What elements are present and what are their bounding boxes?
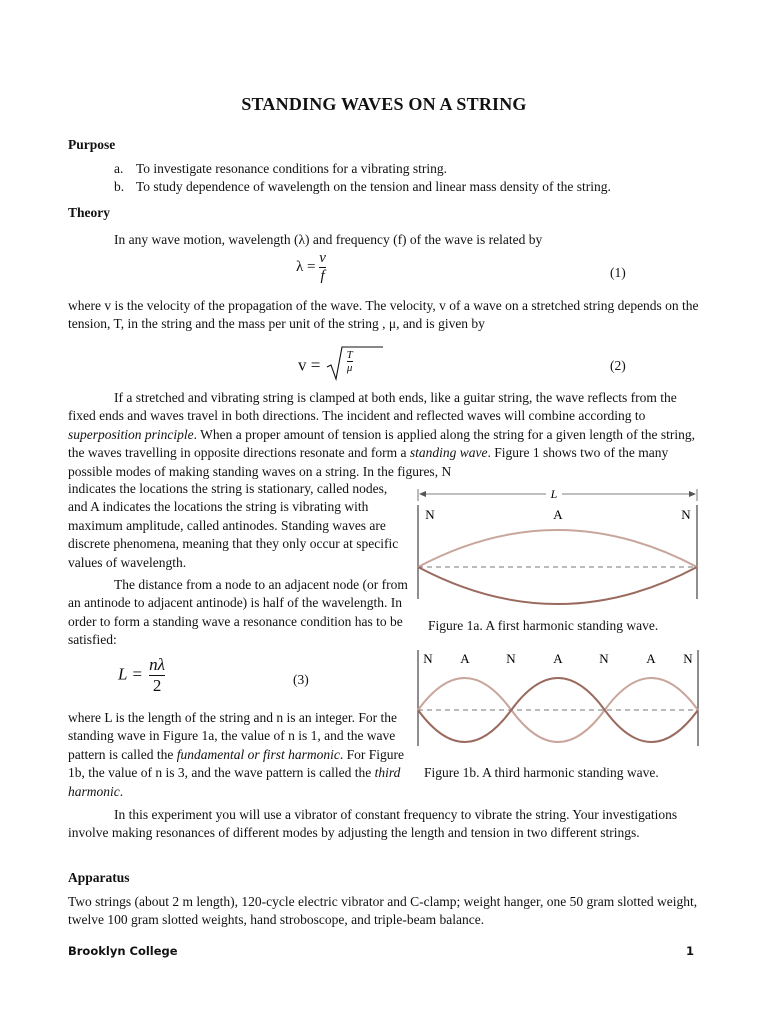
radical-sign-icon — [325, 345, 385, 383]
figure-1b — [410, 648, 710, 758]
fraction-denominator: μ — [346, 362, 353, 374]
equation-number: (1) — [610, 265, 626, 280]
paragraph-distance: The distance from a node to an adjacent node (or from an antinode to adjacent antinode) is half of the wavelength. In order to form a standing wave a resonance condition has to be satisfied: — [68, 577, 408, 648]
theory-intro: In any wave motion, wavelength (λ) and frequency (f) of the wave is related by — [114, 232, 543, 247]
paragraph-standing-wave: If a stretched and vibrating string is clamped at both ends, like a guitar string, the wave reflects from the fixed ends and waves travel in both directions. The incident and reflected waves will combine according to superposition principle. When a proper amount of tension is applied along the string for a given length of the string, the waves travelling in opposite directions resonate and form a standing wave. Figure 1 shows two of the many possible modes of making standing waves on a string. In the figures, N — [68, 390, 696, 479]
figure-1a — [410, 483, 710, 613]
equation-lhs: v = — [298, 355, 321, 375]
paragraph-experiment: In this experiment you will use a vibrator of constant frequency to vibrate the string. Your investigations involve making resonances of different modes by adjusting the length and tension in two different strings. — [68, 807, 678, 841]
arrow-left-icon — [419, 491, 426, 497]
node-label: N — [423, 651, 433, 666]
wave-lower — [418, 567, 697, 604]
paragraph-velocity: where v is the velocity of the propagation of the wave. The velocity, v of a wave on a stretched string depends on the tension, T, in the string and the mass per unit of the string , μ, and is given by — [68, 298, 699, 332]
list-item-text: To study dependence of wavelength on the tension and linear mass density of the string. — [136, 179, 611, 194]
theory-heading: Theory — [68, 205, 110, 220]
fraction-numerator: v — [319, 250, 326, 266]
list-item-text: To investigate resonance conditions for a vibrating string. — [136, 161, 447, 176]
arrow-right-icon — [689, 491, 696, 497]
antinode-label: A — [460, 651, 470, 666]
fraction-denominator: 2 — [149, 675, 165, 696]
list-marker: b. — [114, 179, 125, 194]
node-label: N — [599, 651, 609, 666]
antinode-label: A — [553, 651, 563, 666]
antinode-label: A — [646, 651, 656, 666]
equation-fraction — [319, 250, 326, 285]
equation-3 — [118, 655, 167, 696]
antinode-label: A — [553, 507, 563, 522]
fraction-denominator: f — [320, 268, 325, 284]
equation-1 — [296, 250, 326, 285]
figure-1b-caption: Figure 1b. A third harmonic standing wave. — [424, 765, 659, 780]
page-number: 1 — [686, 944, 695, 958]
footer-institution: Brooklyn College — [68, 944, 178, 958]
paragraph-nodes: indicates the locations the string is stationary, called nodes, and A indicates the locations the string is vibrating with maximum amplitude, called antinodes. Standing waves are discrete phenomena, meaning that they only occur at specific values of wavelength. — [68, 481, 399, 570]
node-label: N — [681, 507, 691, 522]
paragraph-harmonics: where L is the length of the string and n is an integer. For the standing wave in Figure 1a, the value of n is 1, and the wave pattern is called the fundamental or first harmonic. For Figure 1b, the value of n is 3, and the wave pattern is called the third harmonic. — [68, 710, 404, 799]
equation-fraction — [147, 655, 167, 696]
node-label: N — [683, 651, 693, 666]
equation-2 — [298, 345, 385, 388]
fraction-numerator: T — [346, 349, 353, 361]
equation-number: (2) — [610, 358, 626, 373]
purpose-item — [114, 161, 447, 177]
equation-fraction — [347, 349, 353, 374]
equation-lhs: λ = — [296, 258, 316, 275]
node-label: N — [425, 507, 435, 522]
fraction-numerator: nλ — [149, 655, 165, 674]
list-marker: a. — [114, 161, 124, 176]
purpose-item — [114, 179, 611, 195]
node-label: N — [506, 651, 516, 666]
equation-lhs: L = — [118, 664, 143, 684]
purpose-heading: Purpose — [68, 137, 116, 152]
apparatus-heading: Apparatus — [68, 870, 130, 885]
page-title: STANDING WAVES ON A STRING — [241, 94, 527, 114]
apparatus-text: Two strings (about 2 m length), 120-cycle electric vibrator and C-clamp; weight hanger, one 50 gram slotted weight, twelve 100 gram slotted weights, hand stroboscope, and triple-beam balance. — [68, 894, 698, 928]
wave-upper — [418, 530, 697, 567]
equation-number: (3) — [293, 672, 309, 687]
square-root — [325, 345, 385, 388]
length-label: L — [550, 487, 558, 501]
figure-1a-caption: Figure 1a. A first harmonic standing wave. — [428, 618, 659, 633]
